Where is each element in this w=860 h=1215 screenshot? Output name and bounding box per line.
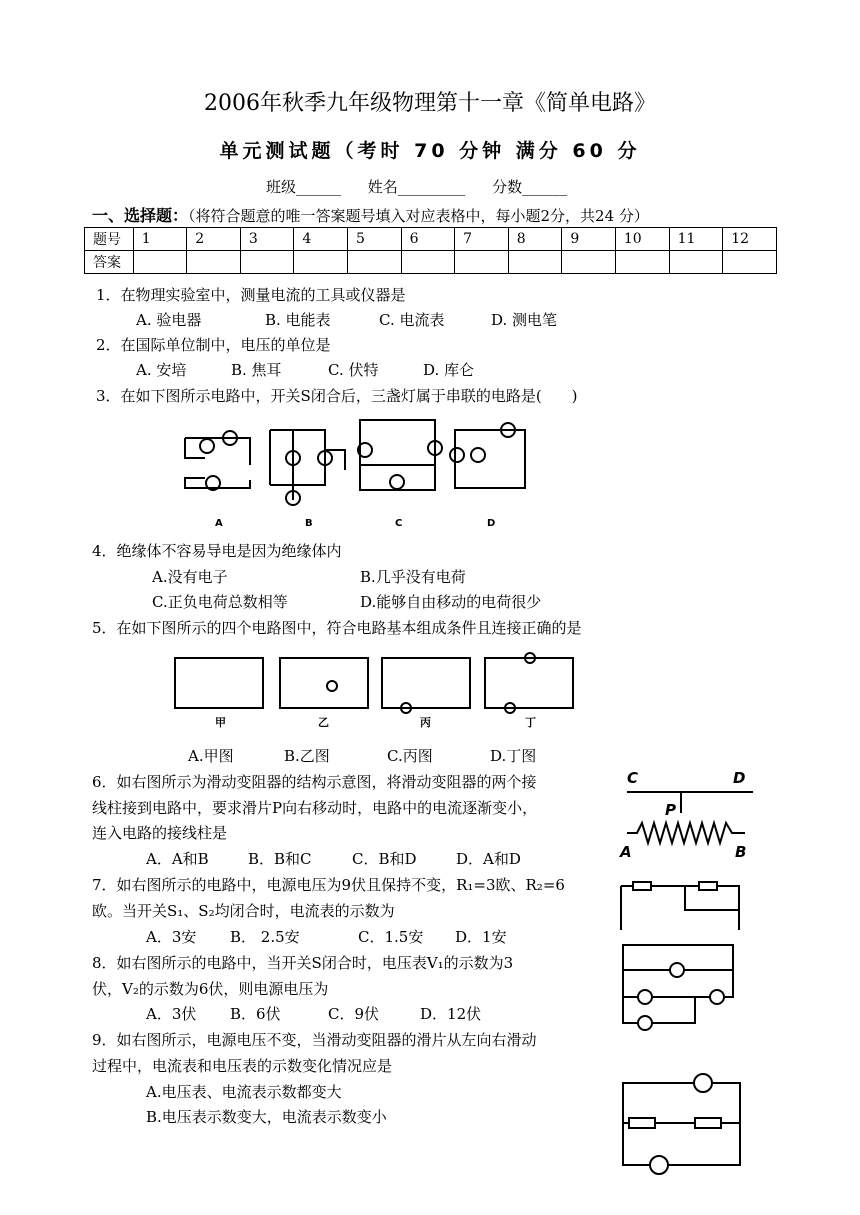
terminal-d-label: D (733, 769, 746, 787)
figure-label: 乙 (318, 716, 329, 729)
figure-label: A (215, 518, 223, 529)
terminal-c-label: C (627, 769, 639, 787)
question-5-circuits-figure (170, 648, 580, 733)
class-field: 班级______ (266, 178, 342, 196)
terminal-b-label: B (735, 843, 747, 860)
question-4-option-b: B.几乎没有电荷 (360, 568, 466, 586)
figure-label: B (305, 518, 313, 529)
question-7-option-a: A．3安 (146, 928, 197, 946)
answer-cell[interactable] (455, 251, 509, 274)
question-7-line-1: 7．如右图所示的电路中，电源电压为9伏且保持不变，R₁=3欧、R₂=6 (92, 876, 565, 894)
question-4-option-c: C.正负电荷总数相等 (152, 593, 288, 611)
question-9-line-1: 9．如右图所示，电源电压不变，当滑动变阻器的滑片从左向右滑动 (92, 1031, 537, 1049)
question-4: 4．绝缘体不容易导电是因为绝缘体内 (92, 542, 342, 560)
question-6-line-1: 6．如右图所示为滑动变阻器的结构示意图，将滑动变阻器的两个接 (92, 773, 537, 791)
section-note: （将符合题意的唯一答案题号填入对应表格中，每小题2分，共24 分） (188, 207, 649, 225)
question-1-option-b: B. 电能表 (265, 311, 331, 329)
answer-cell[interactable] (401, 251, 455, 274)
answer-cell[interactable] (348, 251, 402, 274)
question-8-line-2: 伏，V₂的示数为6伏，则电源电压为 (92, 980, 329, 998)
question-9-option-a: A.电压表、电流表示数都变大 (146, 1083, 342, 1101)
score-field: 分数______ (492, 178, 568, 196)
question-7-line-2: 欧。当开关S₁、S₂均闭合时，电流表的示数为 (92, 902, 395, 920)
question-8-option-d: D．12伏 (420, 1005, 482, 1023)
table-row (85, 251, 777, 274)
number-cell: 7 (455, 228, 509, 251)
number-cell: 9 (562, 228, 616, 251)
question-9-circuit-figure (615, 1068, 750, 1178)
number-cell: 5 (348, 228, 402, 251)
section-heading (92, 203, 649, 226)
question-8-option-c: C．9伏 (328, 1005, 380, 1023)
question-7-option-b: B． 2.5安 (230, 928, 300, 946)
terminal-a-label: A (620, 843, 632, 860)
answer-cell[interactable] (562, 251, 616, 274)
table-row (85, 228, 777, 251)
question-2-option-d: D. 库仑 (423, 361, 475, 379)
question-1-option-c: C. 电流表 (379, 311, 445, 329)
number-cell: 6 (401, 228, 455, 251)
rheostat-figure (615, 765, 765, 860)
answer-cell[interactable] (615, 251, 669, 274)
question-5-option-a: A.甲图 (188, 747, 234, 765)
question-6-option-d: D．A和D (456, 850, 521, 868)
number-cell: 1 (133, 228, 187, 251)
question-5-option-b: B.乙图 (284, 747, 330, 765)
number-cell: 8 (508, 228, 562, 251)
name-field: 姓名_________ (367, 178, 466, 196)
question-2-option-c: C. 伏特 (328, 361, 379, 379)
question-1: 1．在物理实验室中，测量电流的工具或仪器是 (96, 286, 406, 304)
row-label: 答案 (85, 251, 134, 274)
question-3: 3．在如下图所示电路中，开关S闭合后，三盏灯属于串联的电路是( ) (96, 387, 578, 405)
page-title: 2006年秋季九年级物理第十一章《简单电路》 (204, 91, 656, 116)
row-label: 题号 (85, 228, 134, 251)
question-8-option-b: B．6伏 (230, 1005, 281, 1023)
answer-cell[interactable] (669, 251, 723, 274)
page-subtitle: 单元测试题（考时 70 分钟 满分 60 分 (219, 140, 641, 162)
answer-table (84, 227, 777, 274)
question-5-option-c: C.丙图 (387, 747, 433, 765)
figure-label: D (487, 518, 496, 529)
question-6-option-a: A．A和B (146, 850, 209, 868)
student-info (266, 176, 589, 197)
question-6-line-3: 连入电路的接线柱是 (92, 824, 228, 842)
question-7-option-d: D．1安 (455, 928, 507, 946)
question-6-line-2: 线柱接到电路中，要求滑片P向右移动时，电路中的电流逐渐变小， (92, 799, 538, 817)
question-6-option-b: B．B和C (248, 850, 312, 868)
question-3-circuits-figure (175, 410, 545, 535)
figure-label: 丁 (525, 716, 536, 729)
question-1-option-a: A. 验电器 (136, 311, 202, 329)
answer-cell[interactable] (240, 251, 294, 274)
question-8-circuit-figure (615, 935, 745, 1035)
question-8-line-1: 8．如右图所示的电路中，当开关S闭合时，电压表V₁的示数为3 (92, 954, 514, 972)
question-9-option-b: B.电压表示数变大，电流表示数变小 (146, 1108, 387, 1126)
number-cell: 10 (615, 228, 669, 251)
answer-cell[interactable] (294, 251, 348, 274)
section-title: 一、选择题： (92, 206, 189, 225)
answer-cell[interactable] (133, 251, 187, 274)
number-cell: 11 (669, 228, 723, 251)
figure-label: 丙 (420, 716, 431, 729)
answer-cell[interactable] (508, 251, 562, 274)
question-2-option-b: B. 焦耳 (231, 361, 282, 379)
question-5-option-d: D.丁图 (490, 747, 537, 765)
slider-p-label: P (665, 801, 676, 819)
figure-label: C (395, 518, 403, 529)
answer-cell[interactable] (723, 251, 777, 274)
question-5: 5．在如下图所示的四个电路图中，符合电路基本组成条件且连接正确的是 (92, 619, 582, 637)
question-2-option-a: A. 安培 (136, 361, 187, 379)
question-6-option-c: C．B和D (352, 850, 417, 868)
question-7-option-c: C．1.5安 (358, 928, 424, 946)
number-cell: 4 (294, 228, 348, 251)
question-8-option-a: A．3伏 (146, 1005, 197, 1023)
question-7-circuit-figure (615, 868, 745, 930)
question-4-option-a: A.没有电子 (152, 568, 228, 586)
question-4-option-d: D.能够自由移动的电荷很少 (360, 593, 542, 611)
answer-cell[interactable] (187, 251, 241, 274)
figure-label: 甲 (215, 716, 226, 729)
question-1-option-d: D. 测电笔 (491, 311, 558, 329)
number-cell: 3 (240, 228, 294, 251)
question-9-line-2: 过程中，电流表和电压表的示数变化情况应是 (92, 1057, 393, 1075)
question-2: 2．在国际单位制中，电压的单位是 (96, 336, 331, 354)
number-cell: 2 (187, 228, 241, 251)
number-cell: 12 (723, 228, 777, 251)
